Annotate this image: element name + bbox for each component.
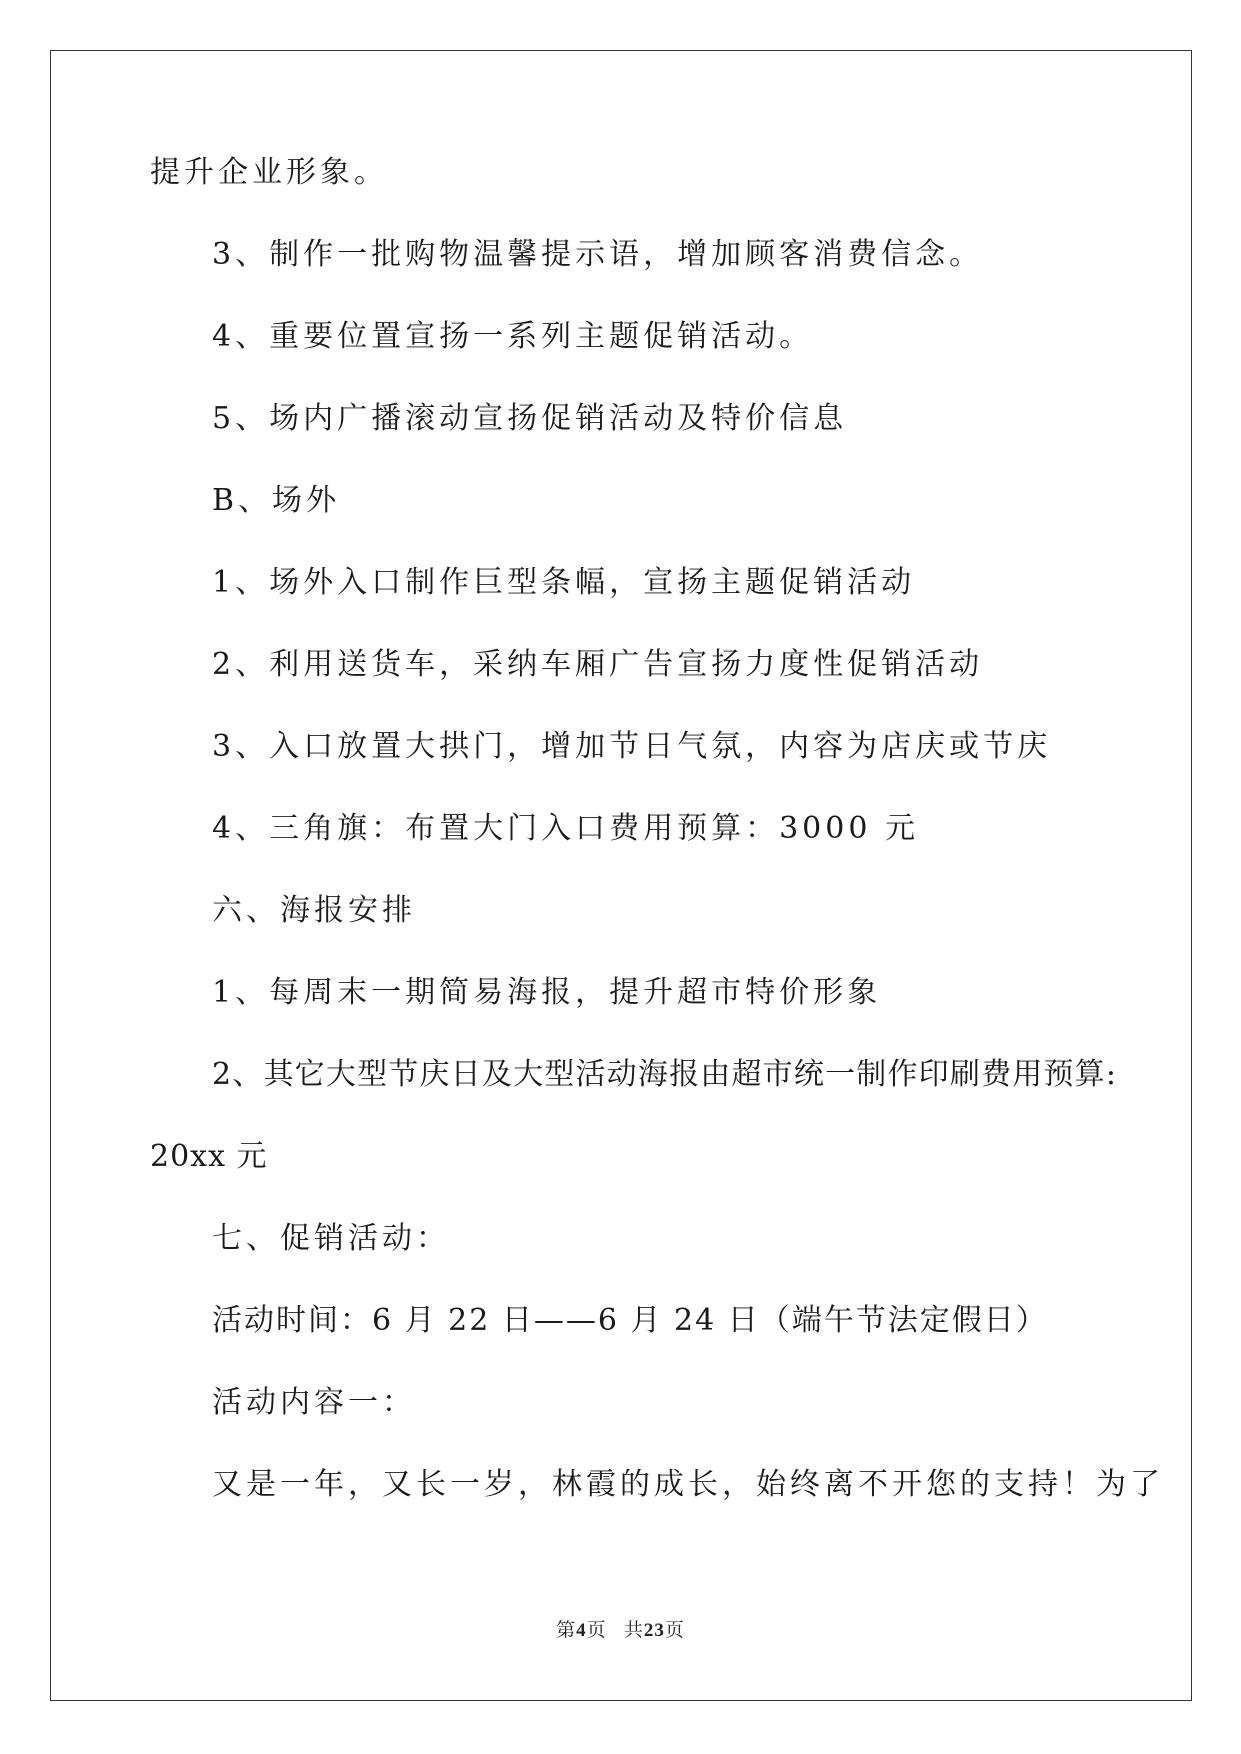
section-heading: B、场外	[212, 483, 341, 518]
list-item: 2、其它大型节庆日及大型活动海报由超市统一制作印刷费用预算:	[212, 1057, 1118, 1092]
page-suffix: 页	[586, 1620, 607, 1641]
list-item: 5、场内广播滚动宣扬促销活动及特价信息	[212, 401, 848, 436]
list-item: 3、制作一批购物温馨提示语，增加顾客消费信念。	[212, 237, 984, 272]
page-footer	[0, 1615, 1241, 1642]
list-item: 4、重要位置宣扬一系列主题促销活动。	[212, 319, 814, 354]
list-item: 4、三角旗：布置大门入口费用预算：3000 元	[212, 811, 919, 846]
total-prefix: 共	[623, 1620, 644, 1641]
paragraph-line: 提升企业形象。	[150, 155, 388, 190]
paragraph-line: 活动内容一：	[212, 1385, 416, 1420]
section-heading: 七、促销活动：	[212, 1221, 450, 1256]
page-prefix: 第	[556, 1620, 577, 1641]
list-item: 3、入口放置大拱门，增加节日气氛，内容为店庆或节庆	[212, 729, 1052, 764]
list-item: 1、场外入口制作巨型条幅，宣扬主题促销活动	[212, 565, 916, 600]
page-border	[50, 50, 1192, 1701]
section-heading: 六、海报安排	[212, 893, 416, 928]
current-page-number: 4	[576, 1620, 587, 1641]
list-item: 2、利用送货车，采纳车厢广告宣扬力度性促销活动	[212, 647, 984, 682]
paragraph-line: 20xx 元	[150, 1139, 268, 1174]
total-suffix: 页	[664, 1620, 685, 1641]
paragraph-line: 活动时间：6 月 22 日——6 月 24 日（端午节法定假日）	[212, 1303, 1048, 1338]
paragraph-line: 又是一年，又长一岁，林霞的成长，始终离不开您的支持！为了	[212, 1467, 1164, 1502]
list-item: 1、每周末一期简易海报，提升超市特价形象	[212, 975, 882, 1010]
total-page-number: 23	[643, 1620, 665, 1641]
